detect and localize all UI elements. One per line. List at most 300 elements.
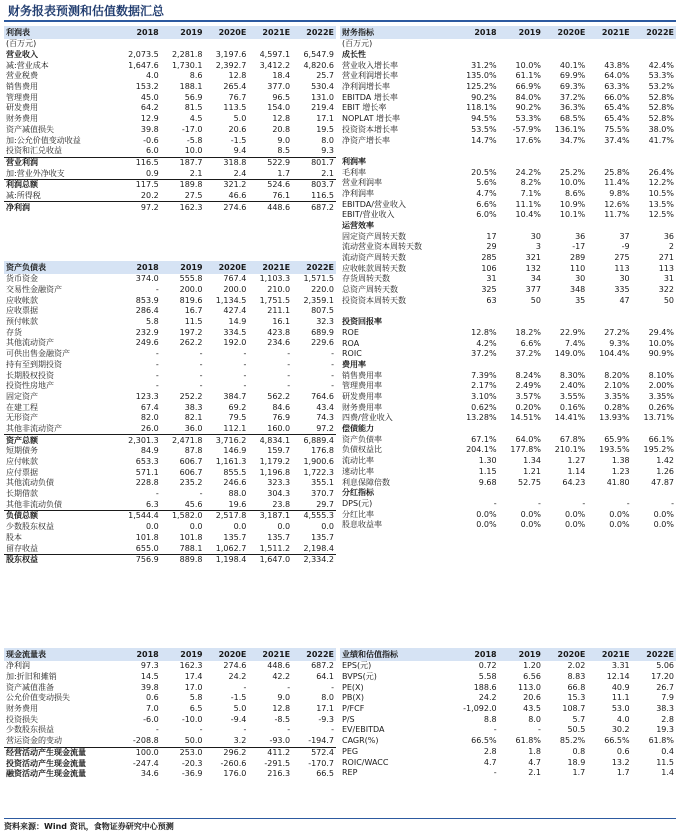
row-value: 18.4 bbox=[272, 71, 291, 81]
row-label: 资产总额 bbox=[4, 435, 117, 446]
year-header: 2021E bbox=[248, 26, 292, 39]
row-value: 325 bbox=[481, 285, 497, 295]
row-value: 0.0% bbox=[564, 520, 586, 530]
row-value: 8.8 bbox=[483, 714, 497, 724]
row-label: 财务费用率 bbox=[342, 402, 382, 412]
row-value: 11.5 bbox=[656, 757, 674, 767]
row-label: 研发费用率 bbox=[342, 392, 382, 402]
row-value bbox=[543, 50, 587, 61]
row-value: 66.9% bbox=[515, 82, 541, 92]
row-value: 524.6 bbox=[248, 179, 292, 190]
row-value: 82.0 bbox=[140, 413, 159, 423]
row-value: 53.0 bbox=[611, 704, 630, 714]
row-label: 加:折旧和摊销 bbox=[6, 672, 57, 682]
row-value: 68.5% bbox=[559, 114, 586, 124]
row-label: 在建工程 bbox=[6, 402, 38, 412]
row-value: 377 bbox=[525, 285, 541, 295]
table-row bbox=[340, 499, 676, 510]
row-value: 1.27 bbox=[567, 456, 586, 466]
row-label: 少数股东权益 bbox=[6, 522, 54, 532]
row-value: - bbox=[582, 498, 586, 508]
row-value: 4.0 bbox=[616, 714, 630, 724]
row-value: 321 bbox=[525, 253, 541, 263]
table-row bbox=[340, 231, 676, 242]
row-value: 1.23 bbox=[611, 466, 630, 476]
row-value: 30.2 bbox=[611, 725, 630, 735]
row-label: 减:所得税 bbox=[6, 190, 41, 200]
row-value: 3,187.1 bbox=[248, 511, 292, 522]
row-value: 8.0 bbox=[528, 714, 541, 724]
row-value: -208.8 bbox=[132, 736, 159, 746]
row-value: 0.0% bbox=[520, 520, 541, 530]
row-value: 52.8% bbox=[648, 92, 674, 102]
row-value: 801.7 bbox=[292, 157, 336, 168]
row-label: 固定资产 bbox=[6, 391, 38, 401]
row-value: 274.6 bbox=[223, 661, 247, 671]
row-value: 572.4 bbox=[292, 747, 336, 758]
table-row bbox=[340, 103, 676, 114]
row-label: 其他非流动资产 bbox=[6, 423, 62, 433]
row-value: -9.4 bbox=[230, 714, 247, 724]
table-row bbox=[340, 467, 676, 478]
row-value: 66.5% bbox=[471, 736, 497, 746]
row-label: 少数股东损益 bbox=[6, 725, 54, 735]
table-row bbox=[340, 50, 676, 61]
row-value: 1,900.6 bbox=[303, 457, 334, 467]
title-divider bbox=[4, 20, 676, 22]
row-value: 26.0 bbox=[140, 423, 159, 433]
row-value: 17.1 bbox=[316, 114, 334, 124]
row-value: 40.1% bbox=[559, 60, 586, 70]
row-value: 1.38 bbox=[611, 456, 630, 466]
table-row bbox=[4, 424, 336, 435]
row-value: 853.9 bbox=[135, 295, 159, 305]
row-value: 135.7 bbox=[223, 532, 247, 542]
row-value: 1.15 bbox=[478, 466, 497, 476]
row-value: 113 bbox=[658, 263, 674, 273]
row-value bbox=[499, 424, 543, 435]
row-value: 2,301.3 bbox=[117, 435, 161, 446]
row-label: 短期债务 bbox=[6, 446, 38, 456]
row-value: 855.5 bbox=[223, 467, 247, 477]
table-row bbox=[340, 274, 676, 285]
row-value: - bbox=[243, 359, 247, 369]
row-label: 运营效率 bbox=[342, 221, 374, 231]
row-value: - bbox=[287, 381, 291, 391]
row-value: 176.8 bbox=[311, 446, 334, 456]
row-value: 6,547.9 bbox=[303, 50, 334, 60]
row-value bbox=[587, 50, 631, 61]
row-value: - bbox=[155, 489, 159, 499]
year-header: 2019 bbox=[161, 648, 205, 661]
row-value: 14.5 bbox=[140, 672, 159, 682]
year-header: 2021E bbox=[248, 261, 292, 274]
row-label: 营业利润率 bbox=[342, 178, 382, 188]
row-value bbox=[587, 424, 631, 435]
balance-sheet-table bbox=[4, 261, 336, 566]
row-value: 64.23 bbox=[562, 477, 586, 487]
row-value: 249.6 bbox=[135, 338, 159, 348]
row-label: ROIC bbox=[342, 349, 362, 359]
table-row bbox=[4, 478, 336, 489]
row-value: 3.57% bbox=[515, 392, 541, 402]
row-value: 64.1 bbox=[316, 672, 334, 682]
unit-row bbox=[4, 39, 336, 50]
row-label: 资产负债率 bbox=[342, 434, 382, 444]
row-value: 12.8 bbox=[272, 704, 291, 714]
row-value: 69.3% bbox=[559, 82, 586, 92]
row-value: 53.5% bbox=[471, 124, 497, 134]
row-value: 1,571.5 bbox=[303, 274, 334, 284]
row-value: 7.0 bbox=[145, 704, 159, 714]
row-value: - bbox=[243, 349, 247, 359]
row-value: 889.8 bbox=[161, 554, 205, 565]
row-value: 153.2 bbox=[135, 82, 159, 92]
row-value: 47 bbox=[619, 295, 630, 305]
row-value: 63 bbox=[486, 295, 497, 305]
row-value bbox=[587, 157, 631, 168]
row-label: 经营活动产生现金流量 bbox=[4, 747, 117, 758]
row-value bbox=[587, 221, 631, 232]
row-value: 176.0 bbox=[223, 769, 247, 779]
table-row bbox=[340, 253, 676, 264]
row-label: EBITDA 增长率 bbox=[342, 92, 398, 102]
row-value: 24.2% bbox=[515, 167, 541, 177]
row-value: 20.8 bbox=[272, 124, 291, 134]
row-value: 61.8% bbox=[515, 736, 541, 746]
row-value: - bbox=[287, 349, 291, 359]
financial-indicators-table bbox=[340, 26, 676, 531]
row-value: 42.4% bbox=[648, 60, 674, 70]
row-value: 9.3 bbox=[321, 146, 334, 156]
row-value: 2 bbox=[668, 242, 674, 252]
row-label: 营业税费 bbox=[6, 71, 38, 81]
row-value: 162.3 bbox=[161, 202, 205, 213]
table-row bbox=[4, 704, 336, 715]
row-value: 1.7 bbox=[572, 768, 586, 778]
row-value: 12.5% bbox=[648, 210, 674, 220]
year-header: 2021E bbox=[587, 26, 631, 39]
row-value: 8.10% bbox=[648, 370, 674, 380]
row-value: 5.8 bbox=[189, 693, 203, 703]
row-value: 19.3 bbox=[656, 725, 674, 735]
row-value bbox=[632, 146, 676, 157]
row-value: 0.0% bbox=[653, 520, 674, 530]
row-value: 0.16% bbox=[559, 402, 586, 412]
row-value: 41.80 bbox=[606, 477, 630, 487]
row-value bbox=[632, 360, 676, 371]
row-value: 0.0 bbox=[189, 522, 203, 532]
row-label: 分红比率 bbox=[342, 509, 374, 519]
row-value: 64.0% bbox=[604, 71, 630, 81]
row-value: 113.5 bbox=[223, 103, 247, 113]
year-header: 2022E bbox=[632, 26, 676, 39]
row-value: 43.5 bbox=[523, 704, 541, 714]
row-value: 653.3 bbox=[135, 457, 159, 467]
row-value: 9.8% bbox=[609, 188, 630, 198]
row-value: 2.8 bbox=[483, 746, 497, 756]
table-row bbox=[340, 360, 676, 371]
row-value: 1.26 bbox=[656, 466, 674, 476]
row-value: 5.6% bbox=[476, 178, 497, 188]
table-row bbox=[340, 71, 676, 82]
row-value bbox=[499, 146, 543, 157]
row-label: ROA bbox=[342, 338, 360, 348]
row-value: 36 bbox=[663, 231, 674, 241]
table-row bbox=[4, 661, 336, 672]
row-value: 12.8% bbox=[471, 327, 497, 337]
table-title: 现金流量表 bbox=[4, 648, 117, 661]
row-value: 113.0 bbox=[518, 682, 541, 692]
row-label: 财务费用 bbox=[6, 114, 38, 124]
table-row bbox=[4, 392, 336, 403]
row-value: 1,544.4 bbox=[117, 511, 161, 522]
year-header: 2020E bbox=[543, 648, 587, 661]
row-label: 投资回报率 bbox=[342, 317, 382, 327]
table-row bbox=[4, 554, 336, 565]
row-value: -194.7 bbox=[308, 736, 334, 746]
row-value: 9.4 bbox=[233, 146, 247, 156]
row-value: 38.0% bbox=[648, 124, 674, 134]
row-label: EBITDA/营业收入 bbox=[342, 199, 406, 209]
row-value: 24.2 bbox=[478, 693, 497, 703]
row-value: 8.0 bbox=[321, 135, 334, 145]
row-value: 1,722.3 bbox=[303, 467, 334, 477]
row-label: 毛利率 bbox=[342, 167, 366, 177]
row-value: 3,197.6 bbox=[215, 50, 247, 60]
row-value: 136.1% bbox=[554, 124, 586, 134]
row-value: 377.0 bbox=[267, 82, 291, 92]
row-value: - bbox=[155, 725, 159, 735]
table-row bbox=[4, 338, 336, 349]
row-value: 53.3% bbox=[515, 114, 541, 124]
row-value: 2.10% bbox=[604, 381, 630, 391]
row-value: 19.5 bbox=[316, 124, 334, 134]
row-value: -36.9 bbox=[181, 769, 203, 779]
table-row bbox=[340, 747, 676, 758]
row-label: 利润总额 bbox=[4, 179, 117, 190]
row-value: 154.0 bbox=[267, 103, 291, 113]
row-value bbox=[454, 157, 498, 168]
row-value: 20.6 bbox=[228, 124, 247, 134]
row-value: 76.7 bbox=[228, 92, 247, 102]
row-label: 存货 bbox=[6, 327, 22, 337]
row-label: 持有至到期投资 bbox=[6, 359, 62, 369]
table-row bbox=[4, 413, 336, 424]
row-value bbox=[587, 146, 631, 157]
row-label: 公允价值变动损失 bbox=[6, 693, 70, 703]
table-row bbox=[340, 445, 676, 456]
row-value bbox=[543, 146, 587, 157]
row-value: 321.2 bbox=[205, 179, 249, 190]
table-row bbox=[340, 725, 676, 736]
row-label: 财务费用 bbox=[6, 704, 38, 714]
row-value bbox=[632, 221, 676, 232]
row-value bbox=[499, 50, 543, 61]
row-value: 1.7 bbox=[277, 168, 291, 178]
row-value: 100.0 bbox=[117, 747, 161, 758]
row-label: 流动比率 bbox=[342, 456, 374, 466]
row-value: 0.9 bbox=[145, 168, 159, 178]
year-header: 2020E bbox=[205, 26, 249, 39]
row-value: 17.0 bbox=[184, 682, 203, 692]
row-value: 2,471.8 bbox=[161, 435, 205, 446]
unit-label: (百万元) bbox=[342, 39, 373, 49]
row-label: 投资活动产生现金流量 bbox=[6, 758, 86, 768]
row-value: 200.0 bbox=[179, 285, 203, 295]
row-value: 819.6 bbox=[179, 295, 203, 305]
row-value: 52.8% bbox=[648, 114, 674, 124]
row-label: 货币资金 bbox=[6, 274, 38, 284]
row-label: EBIT 增长率 bbox=[342, 103, 387, 113]
row-value bbox=[543, 157, 587, 168]
row-value: 807.5 bbox=[311, 306, 334, 316]
row-value: 34 bbox=[530, 274, 541, 284]
row-label: 流动资产周转天数 bbox=[342, 253, 406, 263]
row-label: P/FCF bbox=[342, 704, 365, 714]
row-label: 投资资本周转天数 bbox=[342, 295, 406, 305]
table-header-row bbox=[4, 261, 336, 274]
row-value: 90.2% bbox=[515, 103, 541, 113]
row-value: 322 bbox=[658, 285, 674, 295]
row-value: 36.0 bbox=[184, 423, 203, 433]
row-value: 45.6 bbox=[184, 499, 203, 509]
row-value: 38.3 bbox=[656, 704, 674, 714]
row-value: 8.24% bbox=[515, 370, 541, 380]
row-label: 投资资本增长率 bbox=[342, 124, 398, 134]
row-value: 4,555.3 bbox=[292, 511, 336, 522]
year-header: 2022E bbox=[632, 648, 676, 661]
row-label: 加:公允价值变动收益 bbox=[6, 135, 81, 145]
row-value: 318.8 bbox=[205, 157, 249, 168]
row-label: DPS(元) bbox=[342, 498, 373, 508]
year-header: 2021E bbox=[587, 648, 631, 661]
row-label: REP bbox=[342, 768, 358, 778]
table-row bbox=[340, 328, 676, 339]
row-value: 76.9 bbox=[272, 413, 291, 423]
row-value: 17 bbox=[486, 231, 497, 241]
table-row bbox=[340, 135, 676, 146]
row-label: 加:营业外净收支 bbox=[6, 168, 65, 178]
row-value: 30 bbox=[575, 274, 586, 284]
table-row bbox=[4, 747, 336, 758]
row-value: 10.0% bbox=[559, 178, 586, 188]
row-value: -57.9% bbox=[512, 124, 541, 134]
row-value: 1,647.0 bbox=[248, 554, 292, 565]
row-value: 2,517.8 bbox=[205, 511, 249, 522]
row-value: - bbox=[331, 682, 334, 692]
row-value: 135.7 bbox=[311, 532, 334, 542]
row-value: - bbox=[538, 498, 541, 508]
income-statement-table bbox=[4, 26, 336, 213]
row-value: 0.4 bbox=[661, 746, 674, 756]
row-value: 9.68 bbox=[478, 477, 497, 487]
table-row bbox=[4, 349, 336, 360]
unit-row bbox=[340, 39, 676, 50]
row-value: 12.9 bbox=[140, 114, 159, 124]
row-value bbox=[454, 424, 498, 435]
row-value: - bbox=[243, 682, 247, 692]
row-value: 39.8 bbox=[140, 124, 159, 134]
row-value: 296.2 bbox=[205, 747, 249, 758]
table-row bbox=[340, 381, 676, 392]
row-value: 66.5% bbox=[604, 736, 630, 746]
table-row bbox=[4, 306, 336, 317]
table-row bbox=[4, 714, 336, 725]
row-value: 1.7 bbox=[616, 768, 630, 778]
row-label: 利息保障倍数 bbox=[342, 477, 390, 487]
footer-divider bbox=[4, 818, 676, 819]
table-row bbox=[4, 92, 336, 103]
table-title: 业绩和估值指标 bbox=[340, 648, 454, 661]
table-row bbox=[340, 189, 676, 200]
row-value: 26.7 bbox=[656, 682, 674, 692]
row-value: 22.9% bbox=[559, 327, 586, 337]
row-value: 85.2% bbox=[559, 736, 586, 746]
table-row bbox=[4, 157, 336, 168]
table-row bbox=[4, 522, 336, 533]
row-value: 2.40% bbox=[559, 381, 586, 391]
row-value: 689.9 bbox=[311, 327, 334, 337]
row-label: 应付帐款 bbox=[6, 457, 38, 467]
row-value: 1,134.5 bbox=[215, 295, 247, 305]
row-value bbox=[587, 488, 631, 499]
row-value: 104.4% bbox=[599, 349, 630, 359]
row-value: 6.0 bbox=[145, 146, 159, 156]
row-value: - bbox=[199, 370, 203, 380]
row-value: -6.0 bbox=[143, 714, 159, 724]
row-value: 12.14 bbox=[606, 672, 630, 682]
year-header: 2019 bbox=[499, 648, 543, 661]
table-row bbox=[4, 682, 336, 693]
row-value: 2.02 bbox=[567, 661, 586, 671]
row-label: 营业收入 bbox=[6, 50, 38, 60]
row-value: -170.7 bbox=[308, 758, 334, 768]
row-value: 37.2% bbox=[515, 349, 541, 359]
row-value: 9.0 bbox=[277, 693, 291, 703]
row-value: -17.0 bbox=[181, 124, 203, 134]
row-label: 股东权益 bbox=[4, 554, 117, 565]
row-value bbox=[632, 157, 676, 168]
table-row bbox=[4, 725, 336, 736]
row-value: 187.7 bbox=[161, 157, 205, 168]
row-label: 净资产增长率 bbox=[342, 135, 390, 145]
row-label: 四费/营业收入 bbox=[342, 413, 393, 423]
row-label: 预付帐款 bbox=[6, 317, 38, 327]
row-label: 净利润率 bbox=[342, 188, 374, 198]
table-row bbox=[4, 146, 336, 157]
row-value: 275 bbox=[614, 253, 630, 263]
row-value: 79.5 bbox=[228, 413, 247, 423]
row-value: 2.1 bbox=[321, 168, 334, 178]
source-note: 资料来源：Wind 资讯，食物证券研究中心预测 bbox=[4, 822, 174, 831]
row-value: 1.14 bbox=[567, 466, 586, 476]
row-value: - bbox=[155, 370, 159, 380]
row-value: 8.2% bbox=[520, 178, 541, 188]
table-row bbox=[340, 125, 676, 136]
year-header: 2018 bbox=[117, 261, 161, 274]
row-value: 1.30 bbox=[478, 456, 497, 466]
row-label: 净利润增长率 bbox=[342, 82, 390, 92]
row-value: 3 bbox=[535, 242, 541, 252]
row-value: 5.58 bbox=[478, 672, 497, 682]
row-value: 3.10% bbox=[471, 392, 497, 402]
row-label bbox=[340, 306, 454, 317]
table-row bbox=[4, 758, 336, 769]
row-value: 97.2 bbox=[117, 202, 161, 213]
row-value: 177.8% bbox=[510, 445, 541, 455]
row-label: EBIT/营业收入 bbox=[342, 210, 395, 220]
